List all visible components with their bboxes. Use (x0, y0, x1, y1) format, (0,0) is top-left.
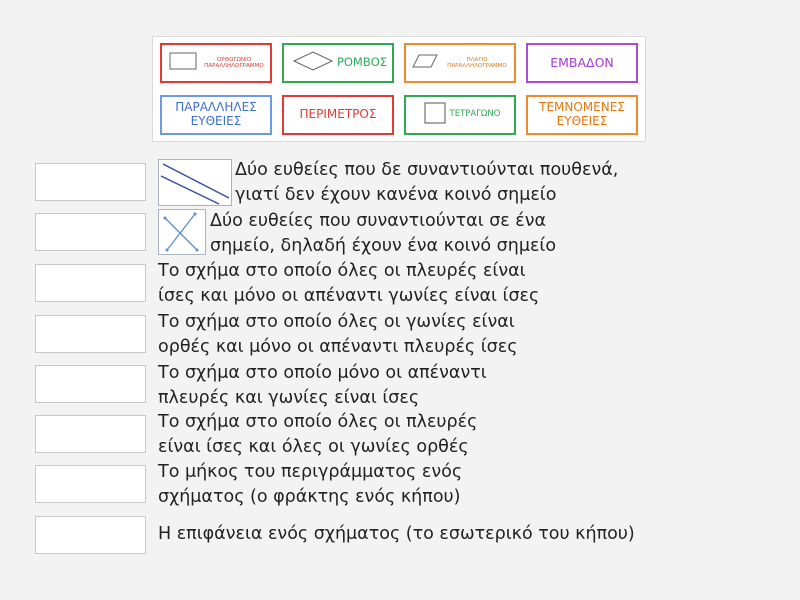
tile-perimetros[interactable] (282, 95, 394, 135)
answer-slot-4[interactable] (35, 315, 146, 353)
question-2-text (210, 209, 556, 259)
question-6-text (158, 410, 477, 460)
tile-label: ΠΛΑΓΙΟ ΠΑΡΑΛΛΗΛΟΓΡΑΜΜΟ (447, 56, 507, 69)
answer-slot-6[interactable] (35, 415, 146, 453)
question-line: Το σχήμα στο οποίο όλες οι πλευρές (158, 412, 478, 432)
question-line: Το μήκος του περιγράμματος ενός (158, 462, 463, 482)
tile-orthogonio-parallilogrammo[interactable] (160, 43, 272, 83)
question-3-text (158, 259, 539, 309)
tile-label: ΡΟΜΒΟΣ (336, 55, 388, 70)
intersecting-lines-icon (158, 209, 206, 255)
tile-label: ΠΕΡΙΜΕΤΡΟΣ (299, 107, 377, 122)
answer-slot-7[interactable] (35, 465, 146, 503)
tile-label: ΕΜΒΑΔΟΝ (550, 54, 614, 70)
question-line: Το σχήμα στο οποίο όλες οι πλευρές είναι (158, 261, 526, 281)
question-line: Το σχήμα στο οποίο μόνο οι απέναντι (158, 363, 487, 383)
question-8-text (158, 522, 635, 547)
question-line: Δύο ευθείες που δε συναντιούνται πουθενά, (235, 160, 619, 180)
tile-emvadon[interactable] (526, 43, 638, 83)
tile-tetragono[interactable] (404, 95, 516, 135)
tile-plagio-parallilogrammo[interactable] (404, 43, 516, 83)
question-line: ορθές και μόνο οι απέναντι πλευρές ίσες (158, 337, 518, 357)
tile-parallhles-eytheies[interactable] (160, 95, 272, 135)
tile-label: ΤΕΜΝΟΜΕΝΕΣ ΕΥΘΕΙΕΣ (539, 100, 625, 128)
tile-label: ΠΑΡΑΛΛΗΛΕΣ ΕΥΘΕΙΕΣ (175, 100, 257, 128)
answer-slot-2[interactable] (35, 213, 146, 251)
question-1-text (235, 158, 618, 208)
question-7-text (158, 460, 462, 510)
parallel-lines-icon (158, 159, 232, 206)
rectangle-icon (169, 52, 197, 74)
question-line: σχήματος (ο φράκτης ενός κήπου) (158, 487, 461, 507)
question-5-text (158, 361, 487, 411)
question-line: σημείο, δηλαδή έχουν ένα κοινό σημείο (210, 236, 557, 256)
question-4-text (158, 310, 518, 360)
answer-slot-1[interactable] (35, 163, 146, 201)
question-line: Το σχήμα στο οποίο όλες οι γωνίες είναι (158, 312, 515, 332)
tile-label: ΤΕΤΡΑΓΩΝΟ (449, 109, 501, 120)
question-line: πλευρές και γωνίες είναι ίσες (158, 388, 420, 408)
answer-bank (152, 36, 646, 142)
parallelogram-icon (412, 54, 438, 72)
question-line: ίσες και μόνο οι απέναντι γωνίες είναι ίσες (158, 286, 540, 306)
question-line: Η επιφάνεια ενός σχήματος (το εσωτερικό του κήπου) (158, 524, 635, 544)
answer-slot-8[interactable] (35, 516, 146, 554)
rhombus-icon (293, 51, 333, 75)
tile-rombos[interactable] (282, 43, 394, 83)
answer-slot-3[interactable] (35, 264, 146, 302)
tile-temnomenes-eytheies[interactable] (526, 95, 638, 135)
question-line: είναι ίσες και όλες οι γωνίες ορθές (158, 437, 469, 457)
answer-slot-5[interactable] (35, 365, 146, 403)
tile-label: ΟΡΘΟΓΩΝΙΟ ΠΑΡΑΛΛΗΛΟΓΡΑΜΜΟ (204, 56, 264, 69)
question-line: γιατί δεν έχουν κανένα κοινό σημείο (235, 185, 557, 205)
question-line: Δύο ευθείες που συναντιούνται σε ένα (210, 211, 547, 231)
square-icon (424, 102, 446, 128)
